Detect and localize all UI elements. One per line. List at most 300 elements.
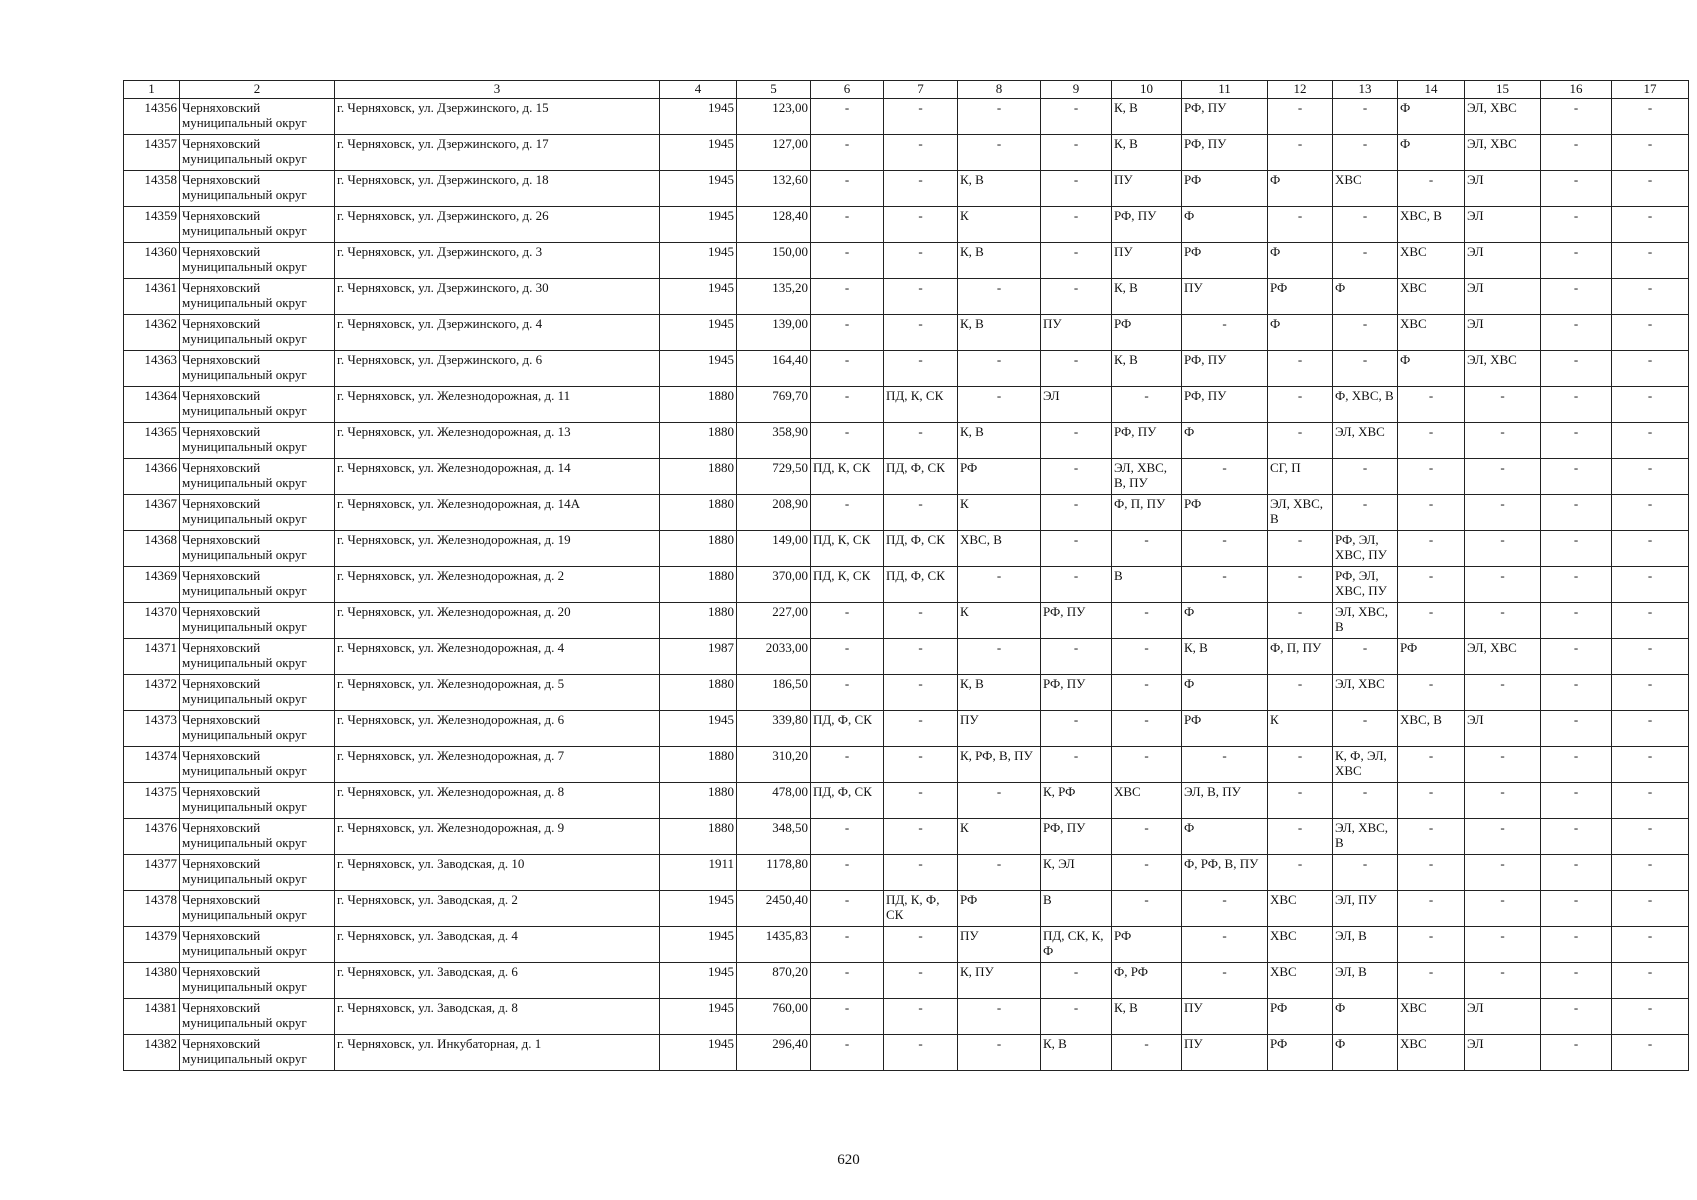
cell-col-14: -: [1398, 891, 1465, 927]
cell-year: 1945: [660, 279, 737, 315]
cell-col-12: -: [1268, 99, 1333, 135]
cell-address: г. Черняховск, ул. Железнодорожная, д. 5: [335, 675, 660, 711]
cell-col-12: СГ, П: [1268, 459, 1333, 495]
cell-col-8: -: [958, 135, 1041, 171]
cell-col-6: -: [811, 891, 884, 927]
cell-col-10: К, В: [1112, 99, 1182, 135]
cell-year: 1880: [660, 459, 737, 495]
cell-col-13: Ф: [1333, 1035, 1398, 1071]
cell-col-13: ЭЛ, ХВС: [1333, 675, 1398, 711]
cell-col-7: -: [884, 351, 958, 387]
cell-col-13: ЭЛ, В: [1333, 927, 1398, 963]
cell-municipality: Черняховский муниципальный округ: [180, 135, 335, 171]
cell-col-17: -: [1612, 531, 1689, 567]
cell-col-9: К, РФ: [1041, 783, 1112, 819]
cell-col-15: -: [1465, 531, 1541, 567]
table-row: [124, 603, 1689, 639]
cell-area: 128,40: [737, 207, 811, 243]
cell-col-8: -: [958, 279, 1041, 315]
cell-municipality: Черняховский муниципальный округ: [180, 999, 335, 1035]
cell-col-16: -: [1541, 747, 1612, 783]
cell-col-14: -: [1398, 531, 1465, 567]
table-row: [124, 171, 1689, 207]
cell-col-15: ЭЛ: [1465, 711, 1541, 747]
cell-col-7: -: [884, 603, 958, 639]
cell-col-13: РФ, ЭЛ, ХВС, ПУ: [1333, 567, 1398, 603]
cell-col-13: -: [1333, 783, 1398, 819]
cell-col-17: -: [1612, 675, 1689, 711]
table-row: [124, 387, 1689, 423]
cell-col-8: -: [958, 567, 1041, 603]
cell-address: г. Черняховск, ул. Железнодорожная, д. 13: [335, 423, 660, 459]
cell-col-16: -: [1541, 135, 1612, 171]
cell-col-7: -: [884, 171, 958, 207]
cell-col-14: -: [1398, 855, 1465, 891]
cell-area: 296,40: [737, 1035, 811, 1071]
cell-col-7: -: [884, 999, 958, 1035]
cell-col-10: В: [1112, 567, 1182, 603]
cell-col-7: -: [884, 279, 958, 315]
cell-col-7: -: [884, 243, 958, 279]
cell-col-10: РФ, ПУ: [1112, 207, 1182, 243]
cell-col-16: -: [1541, 711, 1612, 747]
cell-row-id: 14378: [124, 891, 180, 927]
cell-col-8: ПУ: [958, 711, 1041, 747]
table-row: [124, 279, 1689, 315]
cell-col-12: ХВС: [1268, 963, 1333, 999]
column-number-11: 11: [1182, 81, 1268, 99]
cell-area: 186,50: [737, 675, 811, 711]
cell-col-9: -: [1041, 531, 1112, 567]
cell-row-id: 14377: [124, 855, 180, 891]
cell-col-17: -: [1612, 639, 1689, 675]
cell-col-9: -: [1041, 495, 1112, 531]
cell-col-17: -: [1612, 783, 1689, 819]
cell-col-17: -: [1612, 351, 1689, 387]
cell-row-id: 14376: [124, 819, 180, 855]
cell-row-id: 14363: [124, 351, 180, 387]
column-number-15: 15: [1465, 81, 1541, 99]
cell-col-15: ЭЛ: [1465, 999, 1541, 1035]
cell-col-14: -: [1398, 567, 1465, 603]
cell-col-6: ПД, Ф, СК: [811, 711, 884, 747]
cell-col-7: -: [884, 819, 958, 855]
cell-col-8: К, В: [958, 243, 1041, 279]
cell-col-7: -: [884, 747, 958, 783]
cell-col-15: -: [1465, 819, 1541, 855]
cell-col-6: -: [811, 243, 884, 279]
cell-area: 139,00: [737, 315, 811, 351]
table-row: [124, 963, 1689, 999]
cell-col-11: К, В: [1182, 639, 1268, 675]
cell-year: 1945: [660, 207, 737, 243]
table-row: [124, 459, 1689, 495]
cell-col-14: -: [1398, 675, 1465, 711]
cell-col-15: -: [1465, 387, 1541, 423]
column-number-9: 9: [1041, 81, 1112, 99]
cell-year: 1880: [660, 531, 737, 567]
cell-col-8: К, РФ, В, ПУ: [958, 747, 1041, 783]
cell-address: г. Черняховск, ул. Железнодорожная, д. 20: [335, 603, 660, 639]
cell-col-11: -: [1182, 531, 1268, 567]
table-body: [124, 99, 1689, 1071]
table-header: [124, 81, 1689, 99]
cell-col-9: -: [1041, 423, 1112, 459]
cell-col-9: К, В: [1041, 1035, 1112, 1071]
cell-area: 127,00: [737, 135, 811, 171]
cell-area: 729,50: [737, 459, 811, 495]
cell-municipality: Черняховский муниципальный округ: [180, 243, 335, 279]
cell-col-6: -: [811, 639, 884, 675]
table-row: [124, 531, 1689, 567]
cell-col-10: -: [1112, 639, 1182, 675]
cell-row-id: 14367: [124, 495, 180, 531]
cell-col-17: -: [1612, 819, 1689, 855]
cell-municipality: Черняховский муниципальный округ: [180, 279, 335, 315]
cell-col-11: Ф: [1182, 819, 1268, 855]
cell-address: г. Черняховск, ул. Железнодорожная, д. 19: [335, 531, 660, 567]
cell-col-8: -: [958, 387, 1041, 423]
cell-col-16: -: [1541, 279, 1612, 315]
cell-col-7: -: [884, 315, 958, 351]
cell-col-14: Ф: [1398, 135, 1465, 171]
cell-col-6: -: [811, 495, 884, 531]
cell-area: 2033,00: [737, 639, 811, 675]
cell-year: 1945: [660, 351, 737, 387]
table-row: [124, 135, 1689, 171]
cell-col-12: К: [1268, 711, 1333, 747]
cell-col-12: -: [1268, 567, 1333, 603]
cell-col-16: -: [1541, 171, 1612, 207]
cell-col-17: -: [1612, 315, 1689, 351]
table-row: [124, 639, 1689, 675]
cell-col-12: РФ: [1268, 1035, 1333, 1071]
cell-row-id: 14358: [124, 171, 180, 207]
cell-col-16: -: [1541, 999, 1612, 1035]
cell-col-15: -: [1465, 963, 1541, 999]
cell-address: г. Черняховск, ул. Заводская, д. 10: [335, 855, 660, 891]
cell-municipality: Черняховский муниципальный округ: [180, 459, 335, 495]
cell-col-12: РФ: [1268, 999, 1333, 1035]
cell-col-12: ХВС: [1268, 927, 1333, 963]
cell-col-10: -: [1112, 675, 1182, 711]
cell-address: г. Черняховск, ул. Заводская, д. 8: [335, 999, 660, 1035]
cell-col-11: РФ: [1182, 711, 1268, 747]
cell-address: г. Черняховск, ул. Железнодорожная, д. 9: [335, 819, 660, 855]
cell-col-17: -: [1612, 927, 1689, 963]
cell-area: 1435,83: [737, 927, 811, 963]
cell-row-id: 14371: [124, 639, 180, 675]
cell-row-id: 14370: [124, 603, 180, 639]
cell-col-17: -: [1612, 567, 1689, 603]
cell-area: 870,20: [737, 963, 811, 999]
cell-col-7: -: [884, 495, 958, 531]
cell-col-16: -: [1541, 495, 1612, 531]
cell-col-16: -: [1541, 855, 1612, 891]
cell-col-15: -: [1465, 675, 1541, 711]
table-row: [124, 999, 1689, 1035]
cell-year: 1880: [660, 495, 737, 531]
cell-col-15: ЭЛ, ХВС: [1465, 135, 1541, 171]
cell-col-14: ХВС: [1398, 1035, 1465, 1071]
cell-col-10: ЭЛ, ХВС, В, ПУ: [1112, 459, 1182, 495]
cell-col-10: РФ, ПУ: [1112, 423, 1182, 459]
cell-col-13: -: [1333, 711, 1398, 747]
cell-col-11: ЭЛ, В, ПУ: [1182, 783, 1268, 819]
cell-col-7: -: [884, 927, 958, 963]
cell-col-9: ЭЛ: [1041, 387, 1112, 423]
cell-col-8: -: [958, 99, 1041, 135]
cell-col-11: -: [1182, 927, 1268, 963]
cell-col-17: -: [1612, 855, 1689, 891]
cell-year: 1945: [660, 135, 737, 171]
cell-col-9: -: [1041, 999, 1112, 1035]
cell-col-10: -: [1112, 387, 1182, 423]
cell-row-id: 14373: [124, 711, 180, 747]
cell-year: 1880: [660, 747, 737, 783]
cell-col-14: РФ: [1398, 639, 1465, 675]
cell-year: 1880: [660, 675, 737, 711]
cell-col-6: -: [811, 279, 884, 315]
cell-col-6: ПД, К, СК: [811, 567, 884, 603]
cell-col-13: -: [1333, 315, 1398, 351]
table-row: [124, 927, 1689, 963]
cell-col-14: ХВС: [1398, 999, 1465, 1035]
cell-col-17: -: [1612, 963, 1689, 999]
cell-row-id: 14381: [124, 999, 180, 1035]
cell-col-10: -: [1112, 747, 1182, 783]
cell-col-13: Ф: [1333, 999, 1398, 1035]
cell-col-8: К, В: [958, 171, 1041, 207]
table-row: [124, 315, 1689, 351]
table-row: [124, 99, 1689, 135]
cell-col-15: ЭЛ: [1465, 243, 1541, 279]
cell-col-9: ПУ: [1041, 315, 1112, 351]
cell-col-7: -: [884, 207, 958, 243]
cell-row-id: 14380: [124, 963, 180, 999]
cell-col-12: -: [1268, 531, 1333, 567]
cell-municipality: Черняховский муниципальный округ: [180, 495, 335, 531]
cell-col-11: РФ, ПУ: [1182, 387, 1268, 423]
cell-col-14: ХВС, В: [1398, 207, 1465, 243]
cell-col-15: -: [1465, 855, 1541, 891]
cell-col-13: -: [1333, 495, 1398, 531]
cell-municipality: Черняховский муниципальный округ: [180, 531, 335, 567]
cell-address: г. Черняховск, ул. Железнодорожная, д. 2: [335, 567, 660, 603]
cell-col-14: -: [1398, 783, 1465, 819]
cell-col-8: К: [958, 603, 1041, 639]
cell-col-11: ПУ: [1182, 279, 1268, 315]
cell-col-6: -: [811, 747, 884, 783]
cell-address: г. Черняховск, ул. Железнодорожная, д. 14: [335, 459, 660, 495]
cell-col-7: -: [884, 99, 958, 135]
cell-col-7: -: [884, 855, 958, 891]
cell-col-17: -: [1612, 207, 1689, 243]
cell-col-9: РФ, ПУ: [1041, 819, 1112, 855]
cell-municipality: Черняховский муниципальный округ: [180, 855, 335, 891]
cell-col-6: -: [811, 423, 884, 459]
cell-col-10: -: [1112, 891, 1182, 927]
cell-col-13: ЭЛ, ХВС, В: [1333, 603, 1398, 639]
cell-row-id: 14379: [124, 927, 180, 963]
cell-col-15: ЭЛ: [1465, 171, 1541, 207]
cell-col-12: ХВС: [1268, 891, 1333, 927]
cell-col-15: -: [1465, 603, 1541, 639]
cell-col-9: -: [1041, 747, 1112, 783]
cell-col-12: -: [1268, 423, 1333, 459]
cell-col-17: -: [1612, 99, 1689, 135]
cell-col-15: ЭЛ: [1465, 1035, 1541, 1071]
cell-row-id: 14359: [124, 207, 180, 243]
cell-col-12: -: [1268, 819, 1333, 855]
cell-col-12: -: [1268, 387, 1333, 423]
column-number-8: 8: [958, 81, 1041, 99]
cell-col-8: К: [958, 819, 1041, 855]
cell-col-11: РФ, ПУ: [1182, 99, 1268, 135]
cell-col-14: -: [1398, 459, 1465, 495]
cell-col-12: -: [1268, 135, 1333, 171]
cell-year: 1945: [660, 711, 737, 747]
cell-col-8: -: [958, 783, 1041, 819]
cell-col-10: К, В: [1112, 135, 1182, 171]
cell-col-6: -: [811, 963, 884, 999]
cell-municipality: Черняховский муниципальный округ: [180, 675, 335, 711]
cell-col-9: -: [1041, 279, 1112, 315]
column-number-10: 10: [1112, 81, 1182, 99]
cell-col-7: -: [884, 1035, 958, 1071]
cell-address: г. Черняховск, ул. Железнодорожная, д. 8: [335, 783, 660, 819]
cell-col-7: -: [884, 711, 958, 747]
table-row: [124, 891, 1689, 927]
cell-year: 1880: [660, 567, 737, 603]
cell-col-15: ЭЛ, ХВС: [1465, 351, 1541, 387]
cell-col-12: -: [1268, 675, 1333, 711]
cell-col-14: -: [1398, 819, 1465, 855]
cell-col-10: ПУ: [1112, 243, 1182, 279]
cell-col-13: ЭЛ, ХВС, В: [1333, 819, 1398, 855]
cell-col-8: ХВС, В: [958, 531, 1041, 567]
table-row: [124, 783, 1689, 819]
cell-col-8: РФ: [958, 459, 1041, 495]
cell-row-id: 14365: [124, 423, 180, 459]
cell-col-10: РФ: [1112, 315, 1182, 351]
cell-area: 348,50: [737, 819, 811, 855]
cell-col-15: -: [1465, 459, 1541, 495]
cell-col-12: -: [1268, 747, 1333, 783]
cell-col-17: -: [1612, 279, 1689, 315]
cell-col-14: -: [1398, 171, 1465, 207]
cell-municipality: Черняховский муниципальный округ: [180, 819, 335, 855]
cell-address: г. Черняховск, ул. Железнодорожная, д. 4: [335, 639, 660, 675]
cell-col-6: -: [811, 99, 884, 135]
cell-col-10: К, В: [1112, 999, 1182, 1035]
cell-col-14: ХВС: [1398, 243, 1465, 279]
cell-col-7: ПД, Ф, СК: [884, 531, 958, 567]
cell-area: 370,00: [737, 567, 811, 603]
cell-col-10: К, В: [1112, 351, 1182, 387]
cell-col-16: -: [1541, 567, 1612, 603]
table-row: [124, 855, 1689, 891]
cell-col-12: -: [1268, 207, 1333, 243]
cell-col-16: -: [1541, 531, 1612, 567]
cell-col-13: -: [1333, 135, 1398, 171]
cell-col-8: -: [958, 351, 1041, 387]
cell-col-14: Ф: [1398, 351, 1465, 387]
cell-area: 227,00: [737, 603, 811, 639]
cell-col-10: Ф, РФ: [1112, 963, 1182, 999]
cell-col-15: ЭЛ: [1465, 279, 1541, 315]
cell-row-id: 14366: [124, 459, 180, 495]
cell-col-17: -: [1612, 243, 1689, 279]
cell-col-7: -: [884, 783, 958, 819]
cell-area: 164,40: [737, 351, 811, 387]
table-row: [124, 243, 1689, 279]
cell-col-9: -: [1041, 567, 1112, 603]
cell-col-13: -: [1333, 351, 1398, 387]
cell-col-12: Ф: [1268, 243, 1333, 279]
cell-area: 358,90: [737, 423, 811, 459]
cell-col-12: ЭЛ, ХВС, В: [1268, 495, 1333, 531]
cell-col-17: -: [1612, 711, 1689, 747]
cell-col-6: -: [811, 207, 884, 243]
cell-col-13: ЭЛ, ХВС: [1333, 423, 1398, 459]
cell-year: 1945: [660, 963, 737, 999]
column-number-4: 4: [660, 81, 737, 99]
cell-col-7: -: [884, 639, 958, 675]
cell-col-15: ЭЛ, ХВС: [1465, 639, 1541, 675]
cell-row-id: 14368: [124, 531, 180, 567]
cell-col-9: ПД, СК, К, Ф: [1041, 927, 1112, 963]
cell-col-16: -: [1541, 963, 1612, 999]
cell-address: г. Черняховск, ул. Заводская, д. 4: [335, 927, 660, 963]
cell-area: 339,80: [737, 711, 811, 747]
cell-municipality: Черняховский муниципальный округ: [180, 567, 335, 603]
cell-col-6: ПД, К, СК: [811, 531, 884, 567]
cell-col-13: Ф: [1333, 279, 1398, 315]
cell-col-11: ПУ: [1182, 1035, 1268, 1071]
cell-col-7: -: [884, 963, 958, 999]
cell-year: 1880: [660, 819, 737, 855]
cell-address: г. Черняховск, ул. Дзержинского, д. 30: [335, 279, 660, 315]
cell-area: 123,00: [737, 99, 811, 135]
cell-col-6: -: [811, 603, 884, 639]
table-row: [124, 351, 1689, 387]
cell-area: 478,00: [737, 783, 811, 819]
cell-col-13: К, Ф, ЭЛ, ХВС: [1333, 747, 1398, 783]
cell-col-8: К, В: [958, 423, 1041, 459]
cell-col-11: -: [1182, 315, 1268, 351]
cell-col-17: -: [1612, 171, 1689, 207]
cell-col-16: -: [1541, 783, 1612, 819]
cell-col-13: -: [1333, 243, 1398, 279]
cell-address: г. Черняховск, ул. Дзержинского, д. 26: [335, 207, 660, 243]
cell-col-14: -: [1398, 747, 1465, 783]
cell-col-7: -: [884, 675, 958, 711]
cell-address: г. Черняховск, ул. Железнодорожная, д. 11: [335, 387, 660, 423]
cell-col-17: -: [1612, 1035, 1689, 1071]
cell-col-6: -: [811, 315, 884, 351]
cell-col-14: ХВС: [1398, 315, 1465, 351]
cell-municipality: Черняховский муниципальный округ: [180, 639, 335, 675]
cell-col-8: К: [958, 495, 1041, 531]
cell-year: 1945: [660, 927, 737, 963]
cell-municipality: Черняховский муниципальный округ: [180, 603, 335, 639]
cell-col-13: РФ, ЭЛ, ХВС, ПУ: [1333, 531, 1398, 567]
cell-address: г. Черняховск, ул. Дзержинского, д. 15: [335, 99, 660, 135]
cell-municipality: Черняховский муниципальный округ: [180, 747, 335, 783]
column-number-3: 3: [335, 81, 660, 99]
cell-col-16: -: [1541, 351, 1612, 387]
